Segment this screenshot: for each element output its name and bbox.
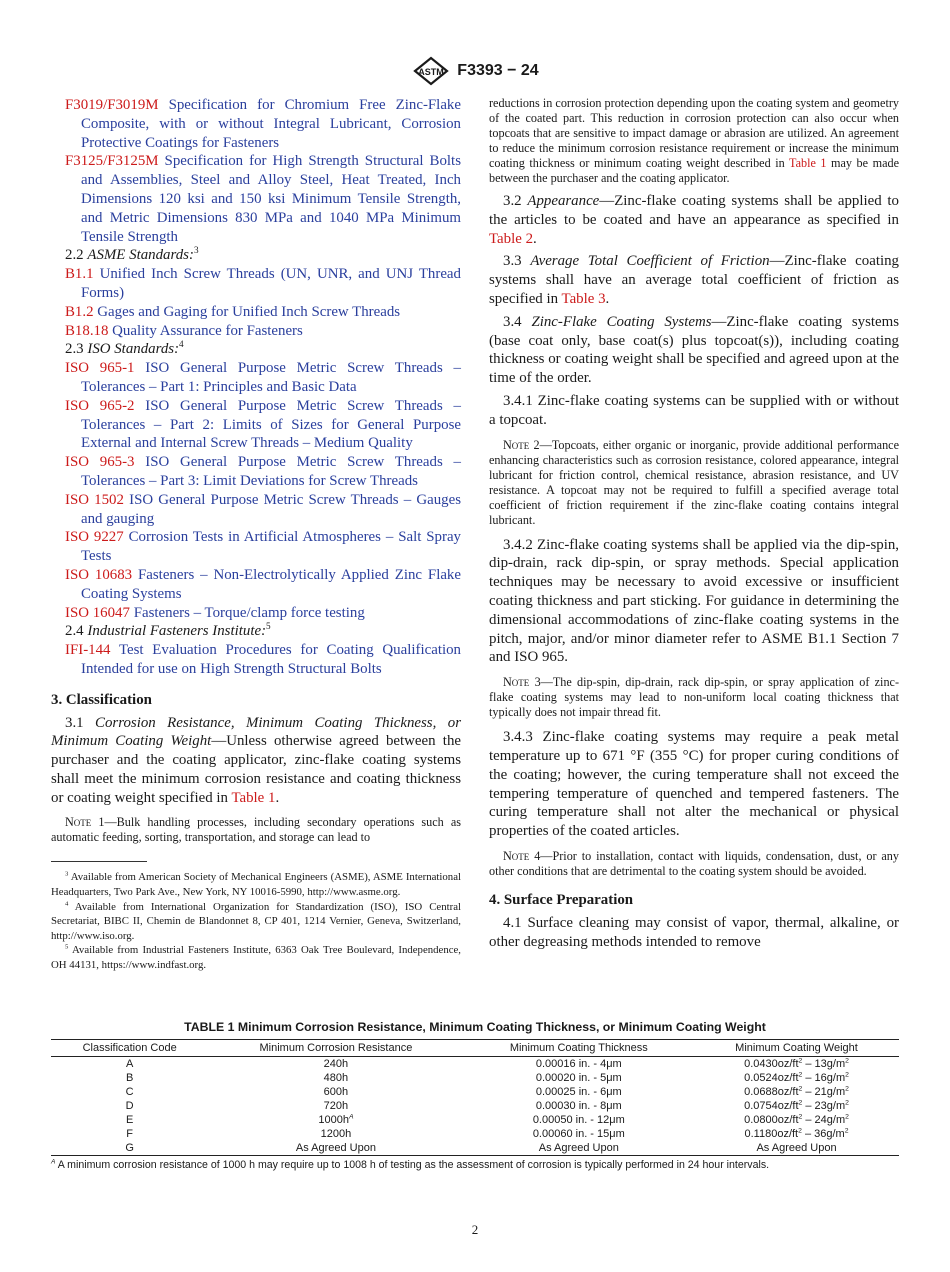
note-1-continued: reductions in corrosion protection depending upon the coating system and geometry of the coated part. This reduction in corrosion protection can also occur when topcoats that are sensitive to impact damage or abrasion are utilized. An agreement to reduce the minimum corrosion resistance requirement or increase the minimum coating thickness or minimum coating weight described in Table 1 may be made between the purchaser and the coating applicator. — [489, 96, 899, 185]
weight-imperial-exp: 2 — [798, 1127, 802, 1135]
weight-imperial: As Agreed Upon — [756, 1142, 837, 1154]
cell-corrosion — [208, 1141, 463, 1156]
footnotes — [51, 870, 461, 972]
cell-corrosion — [208, 1085, 463, 1099]
reference-title-link[interactable]: ISO General Purpose Metric Screw Threads – Tolerances – Part 1: Principles and Basic Data — [81, 360, 461, 395]
left-column — [51, 96, 461, 973]
reference-list-ifi — [51, 641, 461, 679]
reference-item — [51, 303, 461, 322]
cell-thickness: 0.00020 in. - 5μm — [535, 1072, 622, 1084]
reference-code-link[interactable]: ISO 16047 — [65, 604, 130, 621]
cell-weight — [694, 1141, 899, 1156]
weight-metric: – 21g/m — [802, 1086, 846, 1098]
col-header-thickness: Minimum Coating Thickness — [464, 1040, 694, 1057]
cell-weight — [694, 1057, 899, 1072]
reference-title-link[interactable]: Quality Assurance for Fasteners — [112, 322, 303, 339]
reference-list-iso — [51, 359, 461, 622]
table-3-link[interactable]: Table 3 — [561, 290, 606, 307]
table-1-link[interactable]: Table 1 — [231, 789, 276, 806]
note-2: Note 2—Topcoats, either organic or inorganic, provide additional performance enhancing characteristics such as corrosion resistance, colored appearance, integral lubricant for friction control, chemical resistance, abrasion resistance, and UV resistance. A topcoat may not be required to fulfill a specified average total coefficient of friction requirement if the zinc-flake coating contains integral lubricant. — [489, 437, 900, 527]
weight-metric-exp: 2 — [845, 1113, 849, 1121]
table-row — [51, 1099, 899, 1113]
reference-code-link[interactable]: ISO 965-1 — [65, 360, 135, 377]
cell-weight — [694, 1071, 899, 1085]
cell-corrosion — [208, 1127, 463, 1141]
footnote-item — [51, 900, 461, 944]
weight-metric: – 13g/m — [802, 1058, 846, 1070]
cell-thickness: 0.00030 in. - 8μm — [535, 1100, 622, 1112]
reference-title-link[interactable]: Corrosion Tests in Artificial Atmospheres – Salt Spray Tests — [81, 529, 462, 565]
paragraph-3-2: 3.2 Appearance—Zinc-flake coating systems shall be applied to the articles to be coated and have an appearance as specified in Table 2. — [489, 193, 899, 247]
cell-weight — [694, 1099, 899, 1113]
corrosion-value: 1000h — [318, 1114, 349, 1126]
weight-imperial: 0.0524oz/ft — [744, 1072, 799, 1084]
cell-thickness: 0.00060 in. - 15μm — [532, 1128, 625, 1140]
reference-code-link[interactable]: ISO 965-2 — [65, 397, 135, 414]
paragraph-3-4-2: 3.4.2 Zinc-flake coating systems shall be applied via the dip-spin, dip-drain, rack dip-spin, or spray methods. Special application techniques may be necessary to avoid excessive or insufficient coating thickness and part sticking. For guidance in determining the dimensional accommodations of zinc-flake coating systems in the pitch, major, and/or minor diameter refer to ASME B1.1 Section 7 and ISO 965. — [489, 536, 899, 666]
weight-metric-exp: 2 — [845, 1085, 849, 1093]
cell-classification: A — [125, 1058, 134, 1070]
reference-list-astm — [51, 96, 461, 246]
paragraph-3-4: 3.4 Zinc-Flake Coating Systems—Zinc-flake coating systems (base coat only, base coat(s) plus topcoat(s)), including coating thickness or coating weight shall be specified and agreed upon at the time of the order. — [489, 313, 899, 387]
reference-item — [51, 265, 461, 303]
col-header-weight: Minimum Coating Weight — [694, 1040, 899, 1057]
subsection-2-3: 2.3 ISO Standards:$^4$ — [65, 339, 184, 358]
reference-item — [51, 397, 461, 453]
corrosion-value: 600h — [323, 1086, 349, 1098]
cell-weight — [694, 1127, 899, 1141]
note-1: Note 1—Bulk handling processes, including secondary operations such as automatic feeding, sorting, transportation, and storage can lead to — [51, 815, 461, 845]
footnote-number: 5 — [65, 943, 69, 951]
cell-classification: G — [51, 1141, 208, 1156]
reference-item — [51, 453, 461, 491]
reference-title-link[interactable]: Fasteners – Non-Electrolytically Applied Zinc Flake Coating Systems — [81, 566, 461, 602]
table-row — [51, 1113, 899, 1127]
reference-item — [51, 566, 461, 604]
reference-title-link[interactable]: Test Evaluation Procedures for Coating Qualification Intended for use on High Strength Structural Bolts — [81, 642, 461, 677]
reference-title-link[interactable]: ISO General Purpose Metric Screw Threads – Gauges and gauging — [81, 491, 461, 527]
reference-code-link[interactable]: ISO 10683 — [65, 566, 133, 583]
footnote-item — [51, 870, 461, 899]
cell-weight — [694, 1085, 899, 1099]
reference-title-link[interactable]: Specification for Chromium Free Zinc-Flake Composite, with or without Integral Lubricant, Corrosion Protective Coatings for Fasteners — [81, 97, 461, 151]
cell-thickness: 0.00016 in. - 4μm — [535, 1058, 622, 1070]
col-header-classification: Classification Code — [51, 1040, 208, 1057]
weight-imperial-exp: 2 — [798, 1085, 803, 1093]
weight-imperial: 0.0688oz/ft — [744, 1086, 799, 1098]
cell-corrosion — [208, 1099, 463, 1113]
corrosion-value: 1200h — [320, 1128, 352, 1140]
reference-code-link[interactable]: F3125/F3125M — [65, 153, 159, 170]
weight-metric-exp: 2 — [844, 1127, 849, 1135]
reference-item — [51, 359, 461, 397]
weight-imperial-exp: 2 — [798, 1113, 803, 1121]
cell-classification: E — [125, 1114, 134, 1126]
reference-title-link[interactable]: Specification for High Strength Structural Bolts and Assemblies, Steel and Alloy Steel, Heat Treated, Inch Dimensions 120 ksi and 150 ksi Minimum Tensile Strength, and Metric Dimensions 830 MPa and 1040 MPa Minimum Tensile Strength — [81, 153, 461, 245]
table-header-row — [51, 1040, 899, 1057]
weight-metric-exp: 2 — [845, 1099, 849, 1107]
footnote-mark-text: A — [348, 1113, 354, 1121]
reference-item — [51, 641, 461, 679]
section-4-heading: 4. Surface Preparation — [489, 891, 634, 908]
cell-classification: D — [125, 1100, 134, 1112]
corrosion-value: 240h — [323, 1058, 349, 1070]
table-1 — [51, 1020, 899, 1171]
weight-metric-exp: 2 — [845, 1057, 849, 1065]
paragraph-3-4-1: 3.4.1 Zinc-flake coating systems can be supplied with or without a topcoat. — [489, 392, 899, 428]
doc-number: F3393 − 24 — [457, 62, 539, 79]
right-column — [489, 96, 899, 951]
footnote-number: 4 — [65, 900, 69, 908]
table-row — [51, 1141, 899, 1156]
reference-item — [51, 322, 461, 341]
table-row — [51, 1085, 899, 1099]
table-2-link[interactable]: Table 2 — [489, 230, 534, 247]
reference-item — [51, 604, 461, 623]
cell-thickness: 0.00025 in. - 6μm — [535, 1086, 622, 1098]
reference-title-link[interactable]: ISO General Purpose Metric Screw Threads – Tolerances – Part 2: Limits of Sizes for General Purpose External and Internal Screw Threads – Medium Quality — [81, 397, 461, 452]
footnote-text: Available from American Society of Mechanical Engineers (ASME), ASME International Headquarters, Two Park Ave., New York, NY 10016-5990, http://www.asme.org. — [51, 871, 461, 899]
weight-imperial-exp: 2 — [798, 1099, 803, 1107]
page-header — [0, 56, 950, 91]
cell-classification: C — [125, 1086, 134, 1098]
corrosion-footnote-mark — [349, 1113, 354, 1120]
page-number: 2 — [471, 1222, 479, 1237]
weight-imperial-exp: 2 — [798, 1057, 803, 1065]
weight-imperial: 0.0800oz/ft — [744, 1114, 799, 1126]
reference-title-link[interactable]: Gages and Gaging for Unified Inch Screw Threads — [97, 303, 401, 320]
reference-item — [51, 528, 461, 566]
reference-item — [51, 152, 461, 246]
footnote-text: Available from Industrial Fasteners Institute, 6363 Oak Tree Boulevard, Independence, OH 44131, https://www.indfast.org. — [51, 944, 462, 972]
weight-metric: – 36g/m — [801, 1128, 845, 1140]
cell-corrosion — [208, 1057, 463, 1072]
astm-logo-icon — [411, 56, 451, 86]
weight-metric: – 23g/m — [802, 1100, 846, 1112]
reference-code-link[interactable]: B1.1 — [65, 266, 94, 283]
footnote-divider — [51, 861, 147, 862]
cell-weight — [694, 1113, 899, 1127]
reference-item — [51, 491, 461, 529]
reference-title-link[interactable]: ISO General Purpose Metric Screw Threads – Tolerances – Part 3: Limit Deviations for Screw Threads — [81, 454, 461, 489]
reference-code-link[interactable]: IFI-144 — [65, 642, 111, 659]
cell-corrosion — [208, 1071, 463, 1085]
reference-code-link[interactable]: F3019/F3019M — [65, 97, 159, 113]
reference-code-link[interactable]: B18.18 — [65, 322, 109, 339]
weight-imperial: 0.0430oz/ft — [744, 1058, 799, 1070]
weight-imperial-exp: 2 — [798, 1071, 803, 1079]
weight-imperial: 0.0754oz/ft — [744, 1100, 799, 1112]
note-3: Note 3—The dip-spin, dip-drain, rack dip-spin, or spray application of zinc-flake coating systems may lead to non-uniform local coating thickness that typically does not impair thread fit. — [489, 675, 900, 720]
reference-code-link[interactable]: ISO 1502 — [65, 491, 124, 508]
corrosion-value: As Agreed Upon — [295, 1142, 376, 1154]
reference-title-link[interactable]: Fasteners – Torque/clamp force testing — [133, 604, 365, 621]
reference-list-asme — [51, 265, 461, 340]
table-1-grid — [51, 1039, 899, 1156]
paragraph-3-4-3: 3.4.3 Zinc-flake coating systems may require a peak metal temperature up to 671 °F (355 °C) for proper curing conditions of the coating; however, the curing temperature shall not exceed the tempering temperature of quenched and tempered fasteners. The curing temperature shall not alter the mechanical or physical properties of the coated articles. — [489, 729, 899, 840]
table-row — [51, 1071, 899, 1085]
weight-metric: – 24g/m — [802, 1114, 846, 1126]
corrosion-value: 480h — [323, 1072, 349, 1084]
table-1-link[interactable]: Table 1 — [789, 156, 827, 170]
cell-corrosion — [208, 1113, 463, 1127]
cell-thickness: As Agreed Upon — [464, 1141, 694, 1156]
reference-item — [51, 96, 461, 152]
corrosion-value: 720h — [323, 1100, 349, 1112]
reference-title-link[interactable]: Unified Inch Screw Threads (UN, UNR, and UNJ Thread Forms) — [81, 266, 461, 301]
table-row — [51, 1127, 899, 1141]
reference-code-link[interactable]: ISO 9227 — [65, 529, 124, 546]
footnote-item — [51, 943, 461, 972]
weight-imperial: 0.1180oz/ft — [744, 1128, 799, 1140]
svg-text:ASTM: ASTM — [418, 67, 445, 77]
table-row — [51, 1057, 899, 1072]
cell-classification: B — [125, 1072, 134, 1084]
section-3-heading: 3. Classification — [51, 691, 152, 708]
subsection-2-2: 2.2 ASME Standards:$^3$ — [65, 245, 199, 264]
cell-thickness: 0.00050 in. - 12μm — [532, 1114, 625, 1126]
paragraph-3-1: 3.1 Corrosion Resistance, Minimum Coating Thickness, or Minimum Coating Weight—Unless otherwise agreed between the purchaser and the coating applicator, zinc-flake coating systems shall meet the minimum corrosion resistance and coating thickness or coating weight specified in Table 1. — [51, 714, 462, 806]
cell-classification: F — [126, 1128, 133, 1140]
footnote-text: Available from International Organization for Standardization (ISO), ISO Central Secretariat, BIBC II, Chemin de Blandonnet 8, CP 401, 1214 Vernier, Geneva, Switzerland, http://www.iso.org. — [51, 900, 462, 942]
footnote-number: 3 — [65, 870, 69, 878]
paragraph-4-1: 4.1 Surface cleaning may consist of vapor, thermal, alkaline, or other degreasing methods intended to remove — [489, 914, 899, 950]
weight-metric-exp: 2 — [845, 1071, 849, 1079]
subsection-2-4: 2.4 Industrial Fasteners Institute:$^5$ — [65, 621, 271, 640]
table-1-footnote: $^A$ A minimum corrosion resistance of 1000 h may require up to 1008 h of testing as the assessment of corrosion is typically performed in 24 hour intervals. — [51, 1158, 770, 1171]
note-4: Note 4—Prior to installation, contact with liquids, condensation, dust, or any other conditions that are detrimental to the coating system should be avoided. — [489, 848, 899, 878]
paragraph-3-3: 3.3 Average Total Coefficient of Friction—Zinc-flake coating systems shall have an average total coefficient of friction as specified in Table 3. — [489, 253, 899, 307]
table-1-caption: TABLE 1 Minimum Corrosion Resistance, Minimum Coating Thickness, or Minimum Coating Weight — [184, 1020, 766, 1034]
reference-code-link[interactable]: ISO 965-3 — [65, 454, 135, 471]
reference-code-link[interactable]: B1.2 — [65, 303, 94, 320]
weight-metric: – 16g/m — [802, 1072, 846, 1084]
col-header-corrosion: Minimum Corrosion Resistance — [208, 1040, 463, 1057]
